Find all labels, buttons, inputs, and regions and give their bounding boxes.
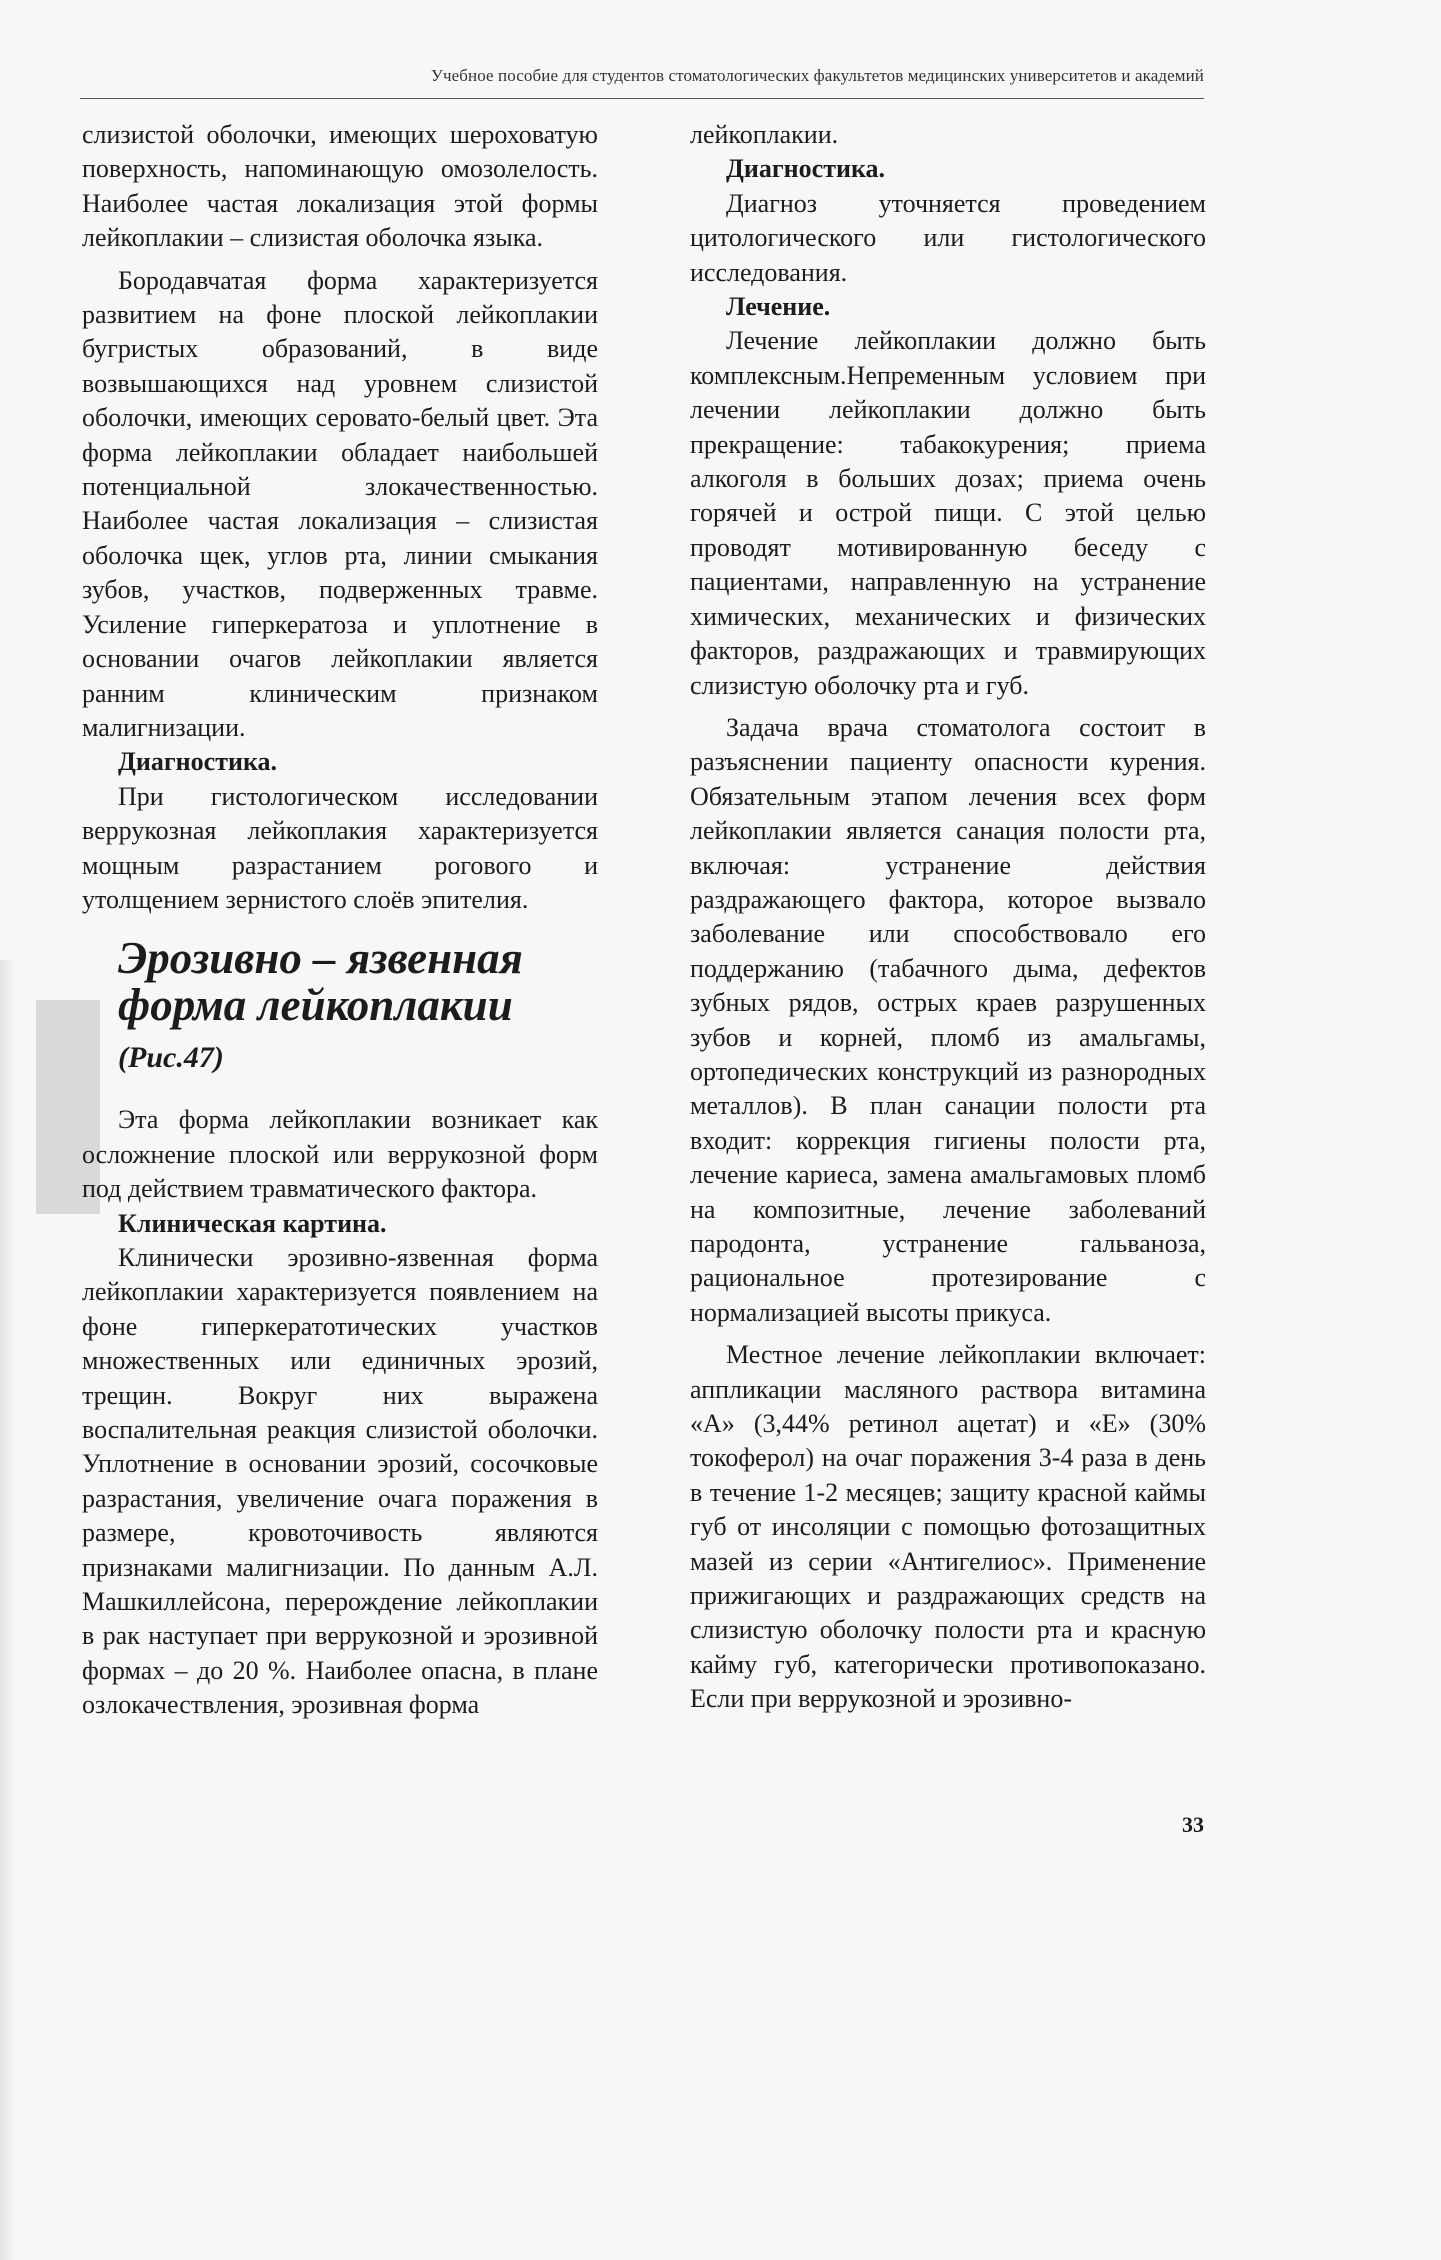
paragraph: Лечение лейкоплакии должно быть комплексным.Непременным условием при лечении лейкоплакии должно быть прекращение: табакокурения; приема алкоголя в больших дозах; приема очень горячей и острой пищи. С этой целью проводят мотивированную беседу с пациентами, направленную на устранение химических, механических и физических факторов, раздражающих и травмирующих слизистую оболочку рта и губ. [690, 326, 1206, 700]
subheading-diagnostics: Диагностика. [118, 747, 278, 777]
page-number: 33 [1182, 1812, 1204, 1837]
section-heading [82, 935, 598, 1081]
paragraph: Диагноз уточняется проведением цитологического или гистологического исследования. [690, 188, 1206, 287]
running-header: Учебное пособие для студентов стоматологических факультетов медицинских университетов и академий [430, 66, 1204, 85]
section-heading-text: Эрозивно – язвенная форма лейкоплакии [118, 933, 523, 1031]
paragraph: Местное лечение лейкоплакии включает: аппликации масляного раствора витамина «А» (3,44% ретинол ацетат) и «Е» (30% токоферол) на очаг поражения 3-4 раза в день в течение 1-2 месяцев; защиту красной каймы губ от инсоляции с помощью фотозащитных мазей из серии «Антигелиос». Применение прижигающих и раздражающих средств на слизистую оболочку полости рта и красную кайму губ, категорически противопоказано. Если при веррукозной и эрозивно- [690, 1340, 1206, 1714]
subheading-clinical-picture: Клиническая картина. [118, 1208, 387, 1238]
page-edge-shadow [0, 960, 14, 2260]
right-column [690, 118, 1206, 1717]
paragraph: Задача врача стоматолога состоит в разъяснении пациенту опасности курения. Обязательным этапом лечения всех форм лейкоплакии является санация полости рта, включая: устранение действия раздражающего фактора, которое вызвало заболевание или способствовало его поддержанию (табачного дыма, дефектов зубных рядов, острых краев разрушенных зубов и корней, пломб из амальгамы, ортопедических конструкций из разнородных металлов). В план санации полости рта входит: коррекция гигиены полости рта, лечение кариеса, замена амальгамовых пломб на композитные, лечение заболеваний пародонта, устранение гальваноза, рациональное протезирование с нормализацией высоты прикуса. [690, 712, 1206, 1327]
left-column [82, 118, 598, 1723]
paragraph: Клинически эрозивно-язвенная форма лейкоплакии характеризуется появлением на фоне гиперкератотических участков множественных или единичных эрозий, трещин. Вокруг них выражена воспалительная реакция слизистой оболочки. Уплотнение в основании эрозий, сосочковые разрастания, увеличение очага поражения в размере, кровоточивость являются признаками малигнизации. По данным А.Л. Машкиллейсона, перерождение лейкоплакии в рак наступает при веррукозной и эрозивной формах – до 20 %. Наиболее опасна, в плане озлокачествления, эрозивная форма [82, 1242, 598, 1720]
subheading-diagnostics: Диагностика. [726, 154, 886, 184]
header-rule [80, 98, 1204, 99]
paragraph: лейкоплакии. [690, 120, 839, 149]
paragraph: При гистологическом исследовании веррукозная лейкоплакия характеризуется мощным разрастанием рогового и утолщением зернистого слоёв эпителия. [82, 781, 598, 914]
figure-reference: (Рис.47) [118, 1041, 224, 1075]
paragraph: Бородавчатая форма характеризуется развитием на фоне плоской лейкоплакии бугристых образований, в виде возвышающихся над уровнем слизистой оболочки, имеющих серовато-белый цвет. Эта форма лейкоплакии обладает наибольшей потенциальной злокачественностью. Наиболее частая локализация – слизистая оболочка щек, углов рта, линии смыкания зубов, участков, подверженных травме. Усиление гиперкератоза и уплотнение в основании очагов лейкоплакии является ранним клиническим признаком малигнизации. [82, 265, 598, 742]
paragraph: Эта форма лейкоплакии возникает как осложнение плоской или веррукозной форм под действием травматического фактора. [82, 1105, 598, 1204]
paragraph: слизистой оболочки, имеющих шероховатую поверхность, напоминающую омозолелость. Наиболее частая локализация этой формы лейкоплакии – слизистая оболочка языка. [82, 120, 598, 253]
subheading-treatment: Лечение. [726, 292, 831, 322]
